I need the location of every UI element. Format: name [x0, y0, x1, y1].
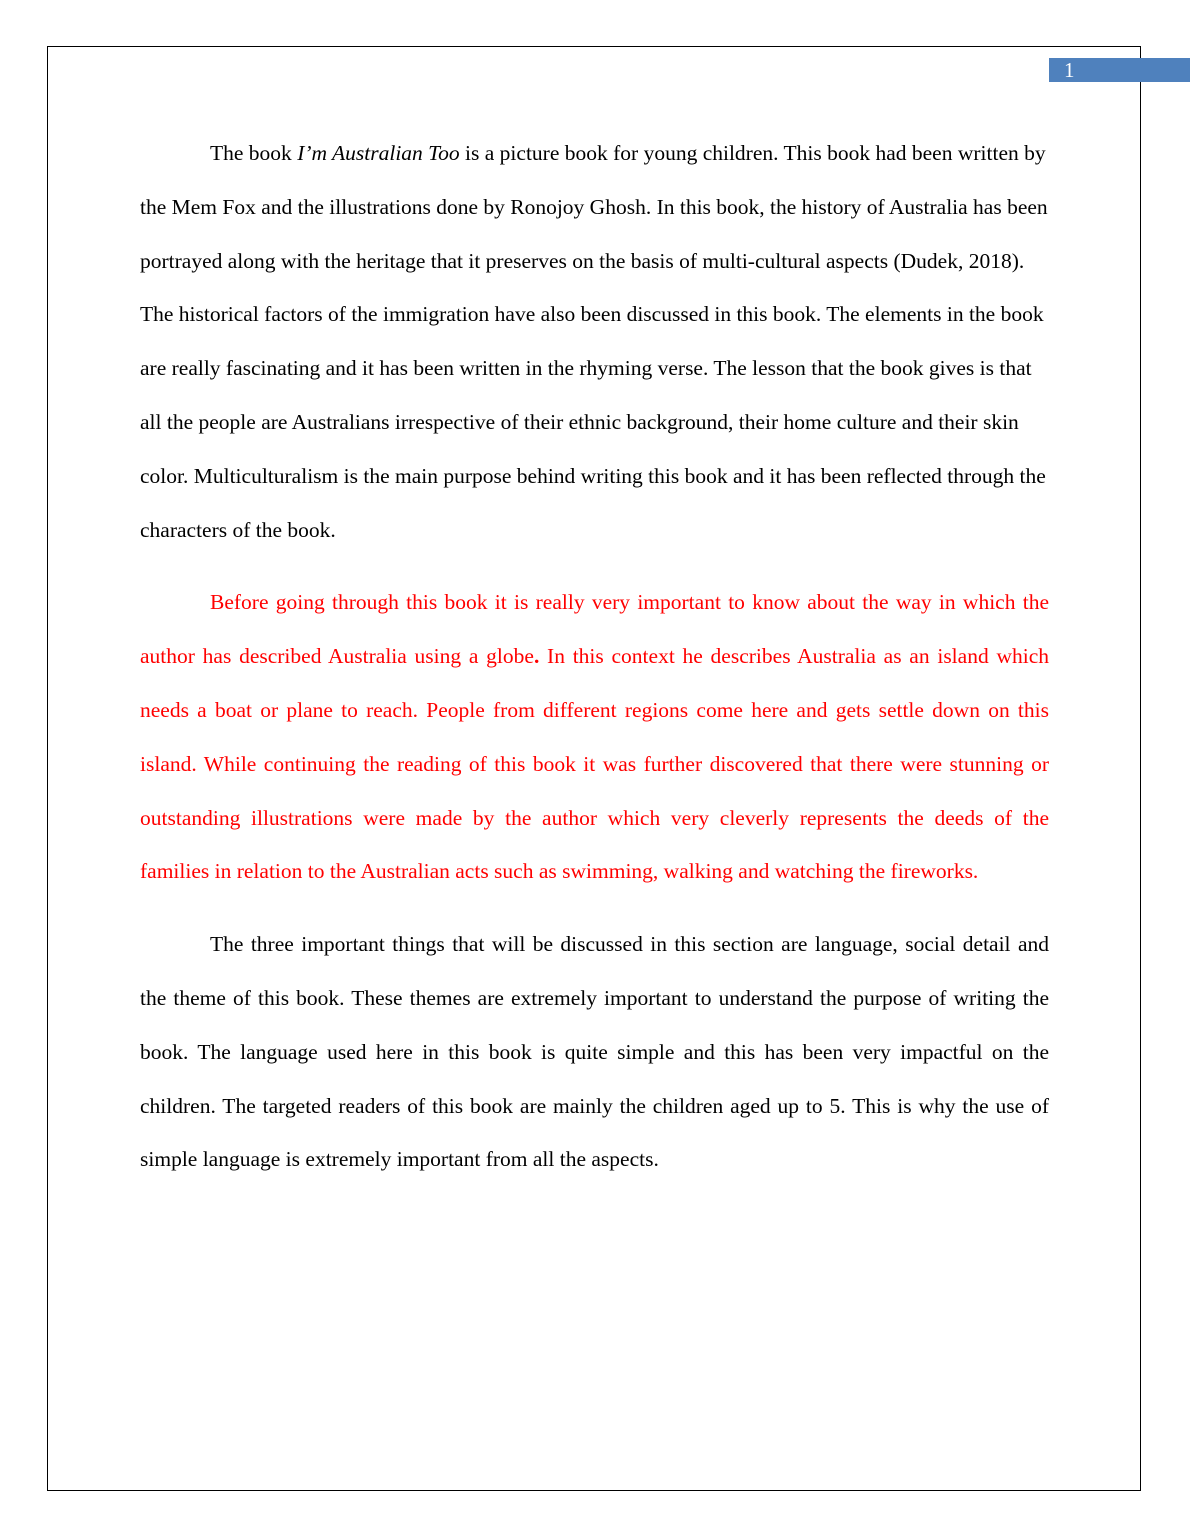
document-body — [140, 127, 1049, 1187]
paragraph-themes: The three important things that will be discussed in this section are language, social detail and the theme of this book. These themes are extremely important to understand the purpose of writing the book. The language used here in this book is quite simple and this has been very impactful on the children. The targeted readers of this book are mainly the children aged up to 5. This is why the use of simple language is extremely important from all the aspects. — [140, 932, 1049, 1172]
paragraph-intro-rest: is a picture book for young children. This book had been written by the Mem Fox and the illustrations done by Ronojoy Ghosh. In this book, the history of Australia has been portrayed along with the heritage that it preserves on the basis of multi-cultural aspects (Dudek, 2018). The historical factors of the immigration have also been discussed in this book. The elements in the book are really fascinating and it has been written in the rhyming verse. The lesson that the book gives is that all the people are Australians irrespective of their ethnic background, their home culture and their skin color. Multiculturalism is the main purpose behind writing this book and it has been reflected through the characters of the book. — [140, 141, 1048, 542]
bold-period: . — [533, 644, 540, 669]
paragraph-highlighted — [140, 576, 1049, 899]
paragraph-intro — [140, 127, 1049, 557]
paragraph-intro-lead: The book — [210, 141, 298, 165]
book-title: I’m Australian Too — [297, 141, 460, 165]
paragraph-highlighted-lead: Before going through this book it is really very important to know about the way in which the author has described Australia using a globe — [140, 590, 1049, 669]
paragraph-highlighted-rest: In this context he describes Australia as an island which needs a boat or plane to reach. People from different regions come here and gets settle down on this island. While continuing the reading of this book it was further discovered that there were stunning or outstanding illustrations were made by the author which very cleverly represents the deeds of the families in relation to the Australian acts such as swimming, walking and watching the fireworks. — [140, 644, 1049, 884]
page-number: 1 — [1064, 58, 1075, 82]
page-number-badge — [1049, 58, 1190, 82]
